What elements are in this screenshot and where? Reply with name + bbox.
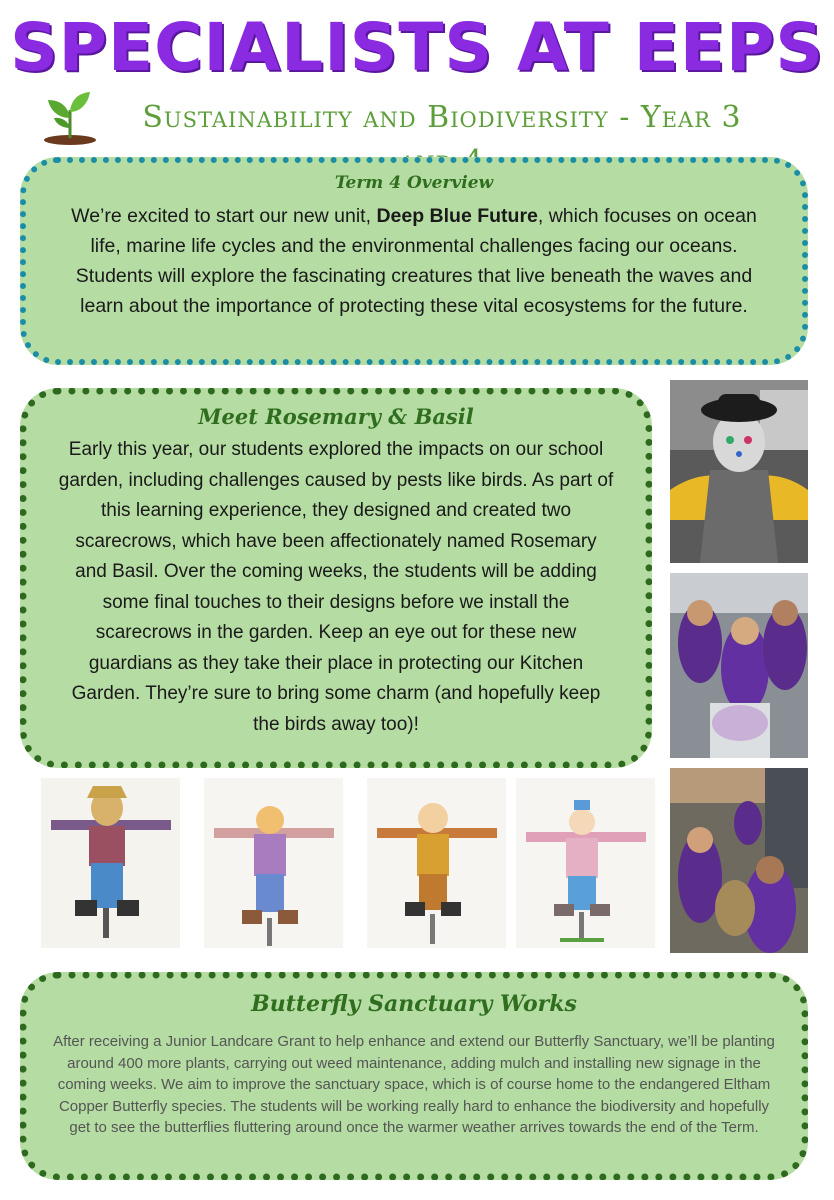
term-overview-text-end: , which focuses on ocean life, marine life cycles and the environmental challenges facing our oceans. Students will explore the fascinating creatures that live beneath the waves and learn about the importance of protecting these vital ecosystems for the future. xyxy=(75,205,757,317)
students-making-scarecrow-photo xyxy=(670,573,808,758)
meet-scarecrows-text: Early this year, our students explored the impacts on our school garden, including challenges caused by pests like birds. As part of this learning experience, they designed and created two scarecrows, which have been affectionately named Rosemary and Basil. Over the coming weeks, the students will be adding some final touches to their designs before we install the scarecrows in the garden. Keep an eye out for these new guardians as they take their place in protecting our Kitchen Garden. They’re sure to bring some charm (and hopefully keep the birds away too)! xyxy=(58,439,614,735)
term-overview-text-start: We’re excited to start our new unit, xyxy=(71,205,377,227)
students-in-garden-photo xyxy=(670,768,808,953)
meet-scarecrows-heading: Meet Rosemary & Basil xyxy=(198,404,474,429)
page-title: SPECIALISTS AT EEPS xyxy=(10,9,824,86)
scarecrow-design-drawing xyxy=(367,778,506,948)
scarecrow-design-drawing xyxy=(41,778,180,948)
butterfly-sanctuary-text: After receiving a Junior Landcare Grant to help enhance and extend our Butterfly Sanctuary, we’ll be planting around 400 more plants, carrying out weed maintenance, adding mulch and installing new signage in the coming weeks. We aim to improve the sanctuary space, which is of course home to the endangered Eltham Copper Butterfly species. The students will be working really hard to enhance the biodiversity and hopefully get to see the butterflies fluttering around once the warmer weather arrives towards the end of the Term. xyxy=(53,1033,775,1136)
meet-scarecrows-panel xyxy=(20,388,652,768)
scarecrow-design-drawing xyxy=(516,778,655,948)
page-subtitle: Sustainability and Biodiversity - Year 3 xyxy=(142,100,742,135)
term-overview-text xyxy=(58,201,770,321)
scarecrow-photo xyxy=(670,380,808,563)
butterfly-sanctuary-panel xyxy=(20,972,808,1180)
butterfly-sanctuary-heading: Butterfly Sanctuary Works xyxy=(251,991,577,1017)
sprout-icon xyxy=(40,84,100,148)
unit-name: Deep Blue Future xyxy=(376,205,538,227)
term-overview-panel xyxy=(20,157,808,365)
term-overview-heading: Term 4 Overview xyxy=(334,173,494,193)
scarecrow-design-drawing xyxy=(204,778,343,948)
